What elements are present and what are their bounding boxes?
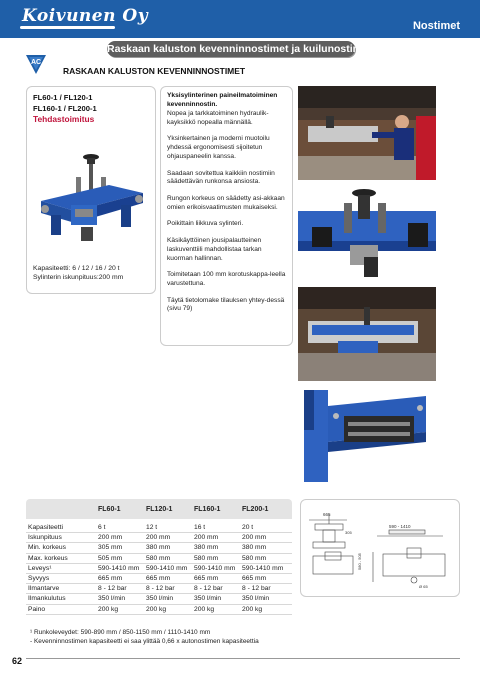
page-number: 62	[12, 656, 23, 666]
spec-table	[26, 501, 292, 615]
spec-col-header: FL60-1	[98, 505, 121, 513]
spec-label: Min. korkeus	[26, 543, 96, 553]
spec-label: Leveys¹	[26, 563, 96, 573]
spec-cell: 200 mm	[144, 533, 192, 543]
description-p5: Poikittain liikkuva sylinteri.	[167, 220, 244, 228]
photo-jack-closeup	[298, 183, 436, 281]
subtitle: RASKAAN KALUSTON KEVENNINNOSTIMET	[63, 66, 246, 76]
page-title: Raskaan kaluston kevenninnostimet ja kuilunostimet	[107, 43, 372, 55]
description-lead: Yksisylinterinen paineilmatoiminen kevenninnostin.	[167, 92, 278, 108]
spec-cell: 665 mm	[144, 573, 192, 583]
description-p4: Rungon korkeus on säädetty asi-akkaan omien erikoisvaatimusten mukaiseksi.	[167, 194, 285, 211]
description-p6: Käsikäyttöinen jousipalautteinen laskuventtiili mahdollistaa tarkan kuorman hallinnan.	[167, 236, 262, 262]
model-list	[33, 92, 97, 114]
dim-width: 590 - 1410	[389, 524, 411, 529]
spec-cell: 580 mm	[192, 553, 240, 563]
spec-cell: 200 kg	[144, 604, 192, 614]
models-line-1: FL60-1 / FL120-1	[33, 93, 93, 102]
spec-table-panel	[26, 499, 292, 612]
description-p7: Toimitetaan 100 mm korotuskappa-leella varustettuna.	[167, 271, 286, 288]
spec-cell: 350 l/min	[144, 594, 192, 604]
logo-swoosh	[20, 26, 115, 29]
header-bar	[0, 0, 480, 38]
dimension-drawing-panel	[300, 499, 460, 597]
spec-cell: 16 t	[192, 523, 240, 533]
spec-col-header: FL120-1	[146, 505, 173, 513]
factory-label: Tehdastoimitus	[33, 114, 95, 124]
spec-row	[26, 563, 292, 573]
spec-row	[26, 553, 292, 563]
spec-label: Syvyys	[26, 573, 96, 583]
spec-cell: 590-1410 mm	[144, 563, 192, 573]
dim-height-min: 305	[345, 530, 352, 535]
spec-cell: 590-1410 mm	[96, 563, 144, 573]
spec-header-row	[26, 501, 292, 517]
spec-cell: 12 t	[144, 523, 192, 533]
spec-col-header	[26, 501, 96, 517]
footnotes	[30, 628, 259, 646]
spec-row	[26, 533, 292, 543]
spec-cell: 380 mm	[192, 543, 240, 553]
footnote-2: - Kevenninnostimen kapasiteetti ei saa ylittää 0,66 x autonostimen kapasiteettia	[30, 638, 259, 645]
description-p1: Nopea ja tarkkatoiminen hydraulik-kayksikkö nopealla männällä.	[167, 109, 269, 126]
spec-label: Paino	[26, 604, 96, 614]
spec-cell: 305 mm	[96, 543, 144, 553]
spec-cell: 8 - 12 bar	[144, 584, 192, 594]
spec-row	[26, 543, 292, 553]
description-card	[160, 86, 293, 346]
spec-cell: 590-1410 mm	[192, 563, 240, 573]
spec-cell: 200 kg	[96, 604, 144, 614]
spec-cell: 350 l/min	[240, 594, 292, 604]
spec-cell: 350 l/min	[96, 594, 144, 604]
footnote-1: ¹ Runkoleveydet: 590-890 mm / 850-1150 mm / 1110-1410 mm	[30, 629, 211, 636]
spec-label: Ilmankulutus	[26, 594, 96, 604]
product-card	[26, 86, 156, 294]
models-line-2: FL160-1 / FL200-1	[33, 104, 97, 113]
dim-height-max: 580 - 505	[357, 553, 362, 570]
spec-cell: 380 mm	[240, 543, 292, 553]
spec-cell: 8 - 12 bar	[96, 584, 144, 594]
capacity-info	[33, 264, 123, 282]
spec-label: Kapasiteetti	[26, 523, 96, 533]
description-p3: Saadaan sovitettua kaikkiin nostimiin säädettävän runkonsa ansiosta.	[167, 169, 275, 186]
spec-row	[26, 573, 292, 583]
photo-mechanic-under-truck	[298, 86, 436, 180]
spec-cell: 580 mm	[144, 553, 192, 563]
section-tag: Nostimet	[412, 20, 460, 32]
spec-cell: 8 - 12 bar	[192, 584, 240, 594]
spec-cell: 8 - 12 bar	[240, 584, 292, 594]
spec-col-header: FL200-1	[242, 505, 269, 513]
spec-cell: 200 kg	[192, 604, 240, 614]
spec-cell: 580 mm	[240, 553, 292, 563]
spec-cell: 200 mm	[192, 533, 240, 543]
dim-diameter: Ø 65	[419, 584, 428, 589]
photo-jack-frame-detail	[298, 386, 436, 482]
capacity-text: Kapasiteetti: 6 / 12 / 16 / 20 t	[33, 265, 120, 272]
spec-cell: 200 mm	[96, 533, 144, 543]
spec-cell: 380 mm	[144, 543, 192, 553]
spec-cell: 200 kg	[240, 604, 292, 614]
description-p8: Täytä tietolomake tilauksen yhtey-dessä (sivu 79)	[167, 296, 285, 313]
spec-row	[26, 604, 292, 614]
spec-row	[26, 584, 292, 594]
spec-label: Ilmantarve	[26, 584, 96, 594]
description-text	[167, 92, 289, 322]
stroke-text: Sylinterin iskunpituus:200 mm	[33, 274, 124, 281]
spec-cell: 590-1410 mm	[240, 563, 292, 573]
ac-brand-icon	[24, 53, 48, 75]
spec-cell: 350 l/min	[192, 594, 240, 604]
company-logo: Koivunen Oy	[22, 6, 149, 26]
spec-col-header: FL160-1	[194, 505, 221, 513]
spec-label: Max. korkeus	[26, 553, 96, 563]
spec-cell: 665 mm	[192, 573, 240, 583]
dimension-drawing	[301, 500, 459, 596]
jack-product-image	[31, 149, 151, 261]
bottom-divider	[26, 658, 460, 659]
spec-label: Iskunpituus	[26, 533, 96, 543]
description-p2: Yksinkertainen ja moderni muotoilu yhdessä ergonomisesti sijoitetun ohjauspaneelin kanssa.	[167, 135, 270, 161]
photo-jack-in-pit	[298, 287, 436, 381]
spec-row	[26, 523, 292, 533]
spec-cell: 665 mm	[240, 573, 292, 583]
spec-cell: 6 t	[96, 523, 144, 533]
spec-cell: 505 mm	[96, 553, 144, 563]
ac-brand-text: AC	[30, 59, 42, 66]
spec-cell: 665 mm	[96, 573, 144, 583]
spec-row	[26, 594, 292, 604]
spec-cell: 200 mm	[240, 533, 292, 543]
spec-cell: 20 t	[240, 523, 292, 533]
dim-depth: 665	[323, 512, 331, 517]
